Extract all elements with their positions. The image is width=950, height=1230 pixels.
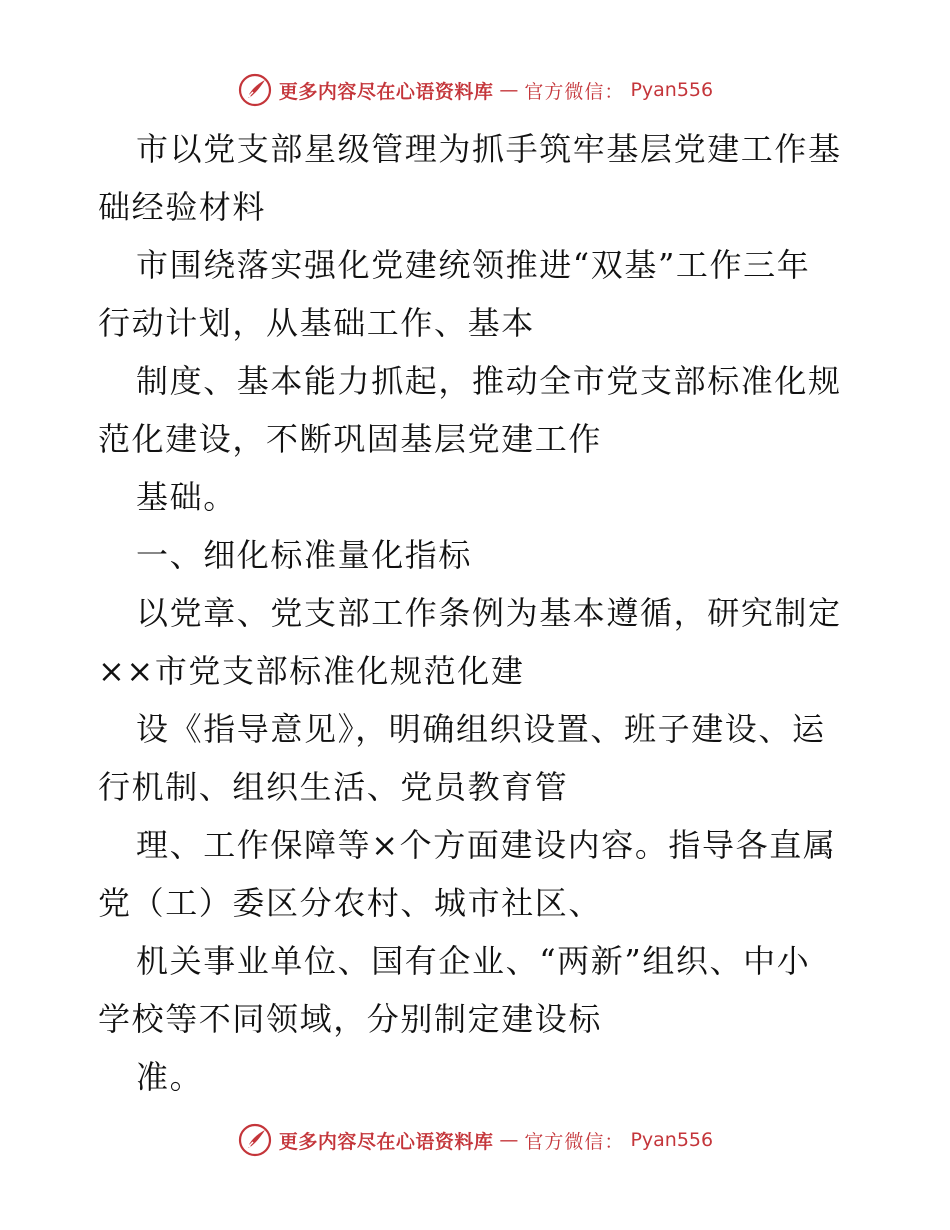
watermark-wechat-id: Pyan556 (630, 1129, 714, 1151)
feather-pen-logo-icon (237, 1122, 273, 1158)
doc-line: 机关事业单位、国有企业、“两新”组织、中小 (136, 942, 811, 980)
feather-pen-logo-icon (237, 72, 273, 108)
doc-line: 市围绕落实强化党建统领推进“双基”工作三年 (136, 246, 811, 284)
doc-line: 范化建设，不断巩固基层党建工作 (98, 420, 603, 458)
doc-line: 行机制、组织生活、党员教育管 (98, 768, 569, 806)
watermark-separator: — (499, 1129, 519, 1151)
doc-line: ××市党支部标准化规范化建 (98, 652, 525, 690)
doc-line: 市以党支部星级管理为抓手筑牢基层党建工作基 (136, 130, 842, 168)
header-watermark (0, 70, 950, 110)
watermark-wechat-id: Pyan556 (630, 79, 714, 101)
doc-line: 行动计划，从基础工作、基本 (98, 304, 535, 342)
doc-line: 党（工）委区分农村、城市社区、 (98, 884, 603, 922)
watermark-wechat-label: 官方微信： (524, 80, 625, 103)
doc-line: 学校等不同领域，分别制定建设标 (98, 1000, 603, 1038)
doc-line: 础经验材料 (98, 188, 267, 226)
doc-line: 理、工作保障等×个方面建设内容。指导各直属 (136, 826, 837, 864)
watermark-wechat-label: 官方微信： (524, 1130, 625, 1153)
doc-line: 以党章、党支部工作条例为基本遵循，研究制定 (136, 594, 842, 632)
doc-line: 准。 (136, 1058, 204, 1096)
doc-line: 设《指导意见》，明确组织设置、班子建设、运 (136, 710, 826, 748)
watermark-separator: — (499, 79, 519, 101)
footer-watermark (0, 1120, 950, 1160)
doc-line: 制度、基本能力抓起，推动全市党支部标准化规 (136, 362, 842, 400)
watermark-main-text: 更多内容尽在心语资料库 (278, 1130, 494, 1153)
section-heading: 一、细化标准量化指标 (136, 536, 473, 574)
document-body (98, 120, 858, 1106)
watermark-main-text: 更多内容尽在心语资料库 (278, 80, 494, 103)
doc-line: 基础。 (136, 478, 237, 516)
